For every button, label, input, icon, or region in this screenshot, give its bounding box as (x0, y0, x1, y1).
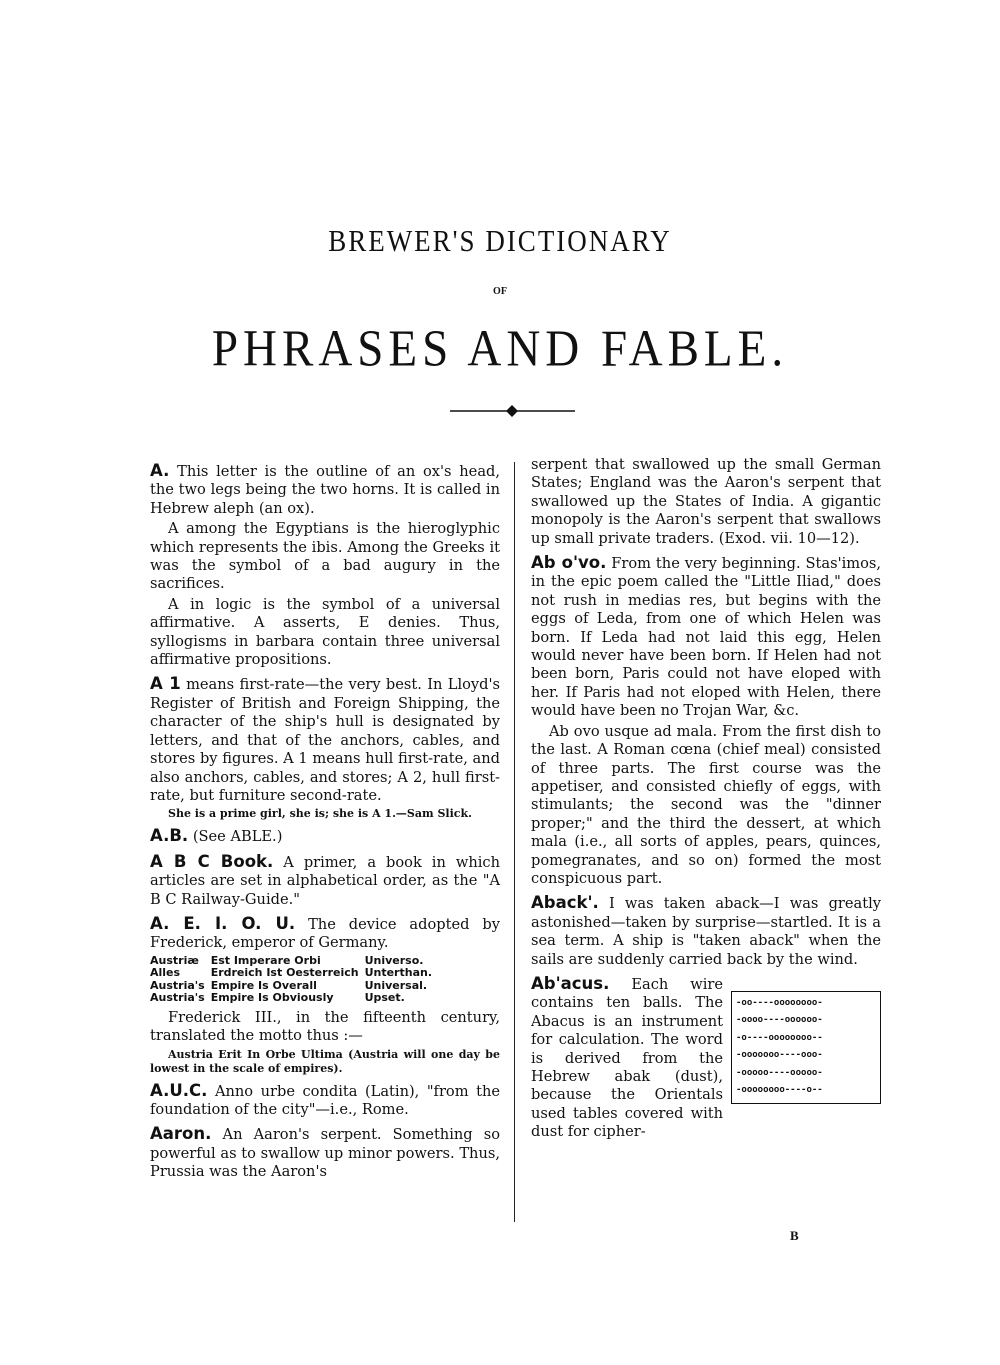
entry-text: means first-rate—the very best. In Lloyd's Register of British and Foreign Shipping, the character of the ship's hull is designated by letters, and that of the anchors, cables, and stores by figures. A 1 means hull first-rate, and also anchors, cables, and stores; A 2, hull first-rate, but furniture second-rate. (150, 676, 500, 804)
headword: A.B. (150, 826, 189, 846)
entry-text: The device adopted by Frederick, emperor of Germany. (150, 915, 500, 952)
motto-row (150, 967, 438, 980)
quotation: Austria Erit In Orbe Ultima (Austria will one day be lowest in the scale of empires). (150, 1047, 500, 1075)
motto-row (150, 992, 438, 1005)
entry-text: Each wire contains ten balls. The Abacus is an instrument for calculation. The word is derived from the Hebrew abak (dust), because the Orientals used tables covered with dust for cipher- (531, 975, 723, 1141)
entry-paragraph: Frederick III., in the fifteenth century, translated the motto thus :— (150, 1008, 500, 1045)
right-column (531, 456, 881, 1144)
abacus-row: -oo----oooooooo- (736, 997, 823, 1008)
entry-aback (531, 894, 881, 969)
headword: A 1 (150, 674, 181, 694)
headword: A.U.C. (150, 1080, 208, 1100)
entry-a1 (150, 675, 500, 805)
headword: A. (150, 461, 170, 480)
motto-table (150, 955, 438, 1005)
abacus-row: -o----oooooooo-- (736, 1032, 823, 1043)
entry-continuation: serpent that swallowed up the small German States; England was the Aaron's serpent that swallowed up the States of India. A gigantic monopoly is the Aaron's serpent that swallows up small private traders. (Exod. vii. 10—12). (531, 456, 881, 547)
entry-paragraph: A among the Egyptians is the hieroglyphic which represents the ibis. Among the Greeks it was the symbol of a bad augury in the sacrifices. (150, 520, 500, 593)
headword: A B C Book. (150, 851, 274, 871)
motto-cell: Austria's (150, 978, 205, 992)
headword: Ab'acus. (531, 973, 610, 993)
abacus-row: -ooooo----ooooo- (736, 1067, 823, 1078)
abacus-row: -oooo----oooooo- (736, 1015, 823, 1026)
entry-paragraph: Ab ovo usque ad mala. From the first dish to the last. A Roman cœna (chief meal) consisted of three parts. The first course was the appetiser, and consisted chiefly of eggs, with stimulants; the second was the "dinner proper;" and the third the dessert, at which mala (i.e., all sorts of apples, pears, quinces, pomegranates, and so on) formed the most conspicuous part. (531, 722, 881, 887)
entry-text: (See ABLE.) (192, 828, 283, 846)
motto-cell: Universo. (364, 953, 424, 967)
ornamental-rule (450, 403, 575, 419)
column-divider (514, 462, 515, 1222)
entry-text: I was taken aback—I was greatly astonished—taken by surprise—startled. It is a sea term. A ship is "taken aback" when the sails are suddenly carried back by the wind. (531, 895, 881, 968)
entry-ab (150, 827, 500, 846)
entry-a (150, 462, 500, 518)
abacus-illustration (731, 991, 881, 1104)
entry-text: Anno urbe condita (Latin), "from the foundation of the city"—i.e., Rome. (150, 1082, 500, 1118)
headword: Ab o'vo. (531, 553, 607, 573)
headword: Aaron. (150, 1124, 212, 1144)
entry-abacus (531, 975, 881, 1142)
headword: Aback'. (531, 893, 599, 913)
abacus-row: -oooooooo----o-- (736, 1085, 823, 1096)
title-of: OF (493, 286, 507, 297)
headword: A. E. I. O. U. (150, 913, 296, 933)
motto-cell: Empire Is Obviously (210, 991, 334, 1005)
motto-cell: Austria's (150, 991, 205, 1005)
motto-cell: Alles (150, 966, 181, 980)
left-column (150, 456, 500, 1184)
quotation: She is a prime girl, she is; she is A 1.—Sam Slick. (168, 807, 472, 821)
entry-text: From the very beginning. Stas'imos, in the epic poem called the "Little Iliad," does not rush in medias res, but begins with the eggs of Leda, from one of which Helen was born. If Leda had not laid this egg, Helen would never have been born. If Helen had not been born, Paris could not have eloped with her. If Paris had not eloped with Helen, there would have been no Trojan War, &c. (531, 555, 881, 720)
entry-text: An Aaron's serpent. Something so powerful as to swallow up minor powers. Thus, Prussia was the Aaron's (150, 1126, 501, 1181)
motto-cell: Unterthan. (364, 966, 433, 980)
abacus-row: -ooooooo----ooo- (736, 1050, 823, 1061)
entry-paragraph: A in logic is the symbol of a universal affirmative. A asserts, E denies. Thus, syllogisms in barbara contain three universal affirmative propositions. (150, 595, 500, 669)
entry-text: A primer, a book in which articles are set in alphabetical order, as the "A B C Railway-Guide." (150, 853, 500, 908)
entry-ab-ovo (531, 554, 881, 721)
entry-aeiou (150, 915, 500, 953)
signature-mark: B (790, 1228, 799, 1243)
motto-cell: Austriæ (150, 953, 199, 967)
motto-cell: Erdreich Ist Oesterreich (210, 966, 359, 980)
motto-cell: Universal. (364, 978, 428, 992)
motto-cell: Est Imperare Orbi (210, 953, 321, 967)
motto-cell: Upset. (364, 991, 405, 1005)
entry-abc-book (150, 853, 500, 909)
entry-text: This letter is the outline of an ox's head, the two legs being the two horns. It is called in Hebrew aleph (an ox). (150, 463, 501, 517)
entry-auc (150, 1082, 500, 1120)
title-line2: PHRASES AND FABLE. (211, 320, 789, 378)
title-line1: BREWER'S DICTIONARY (328, 224, 672, 258)
motto-cell: Empire Is Overall (210, 978, 317, 992)
entry-aaron (150, 1125, 500, 1181)
